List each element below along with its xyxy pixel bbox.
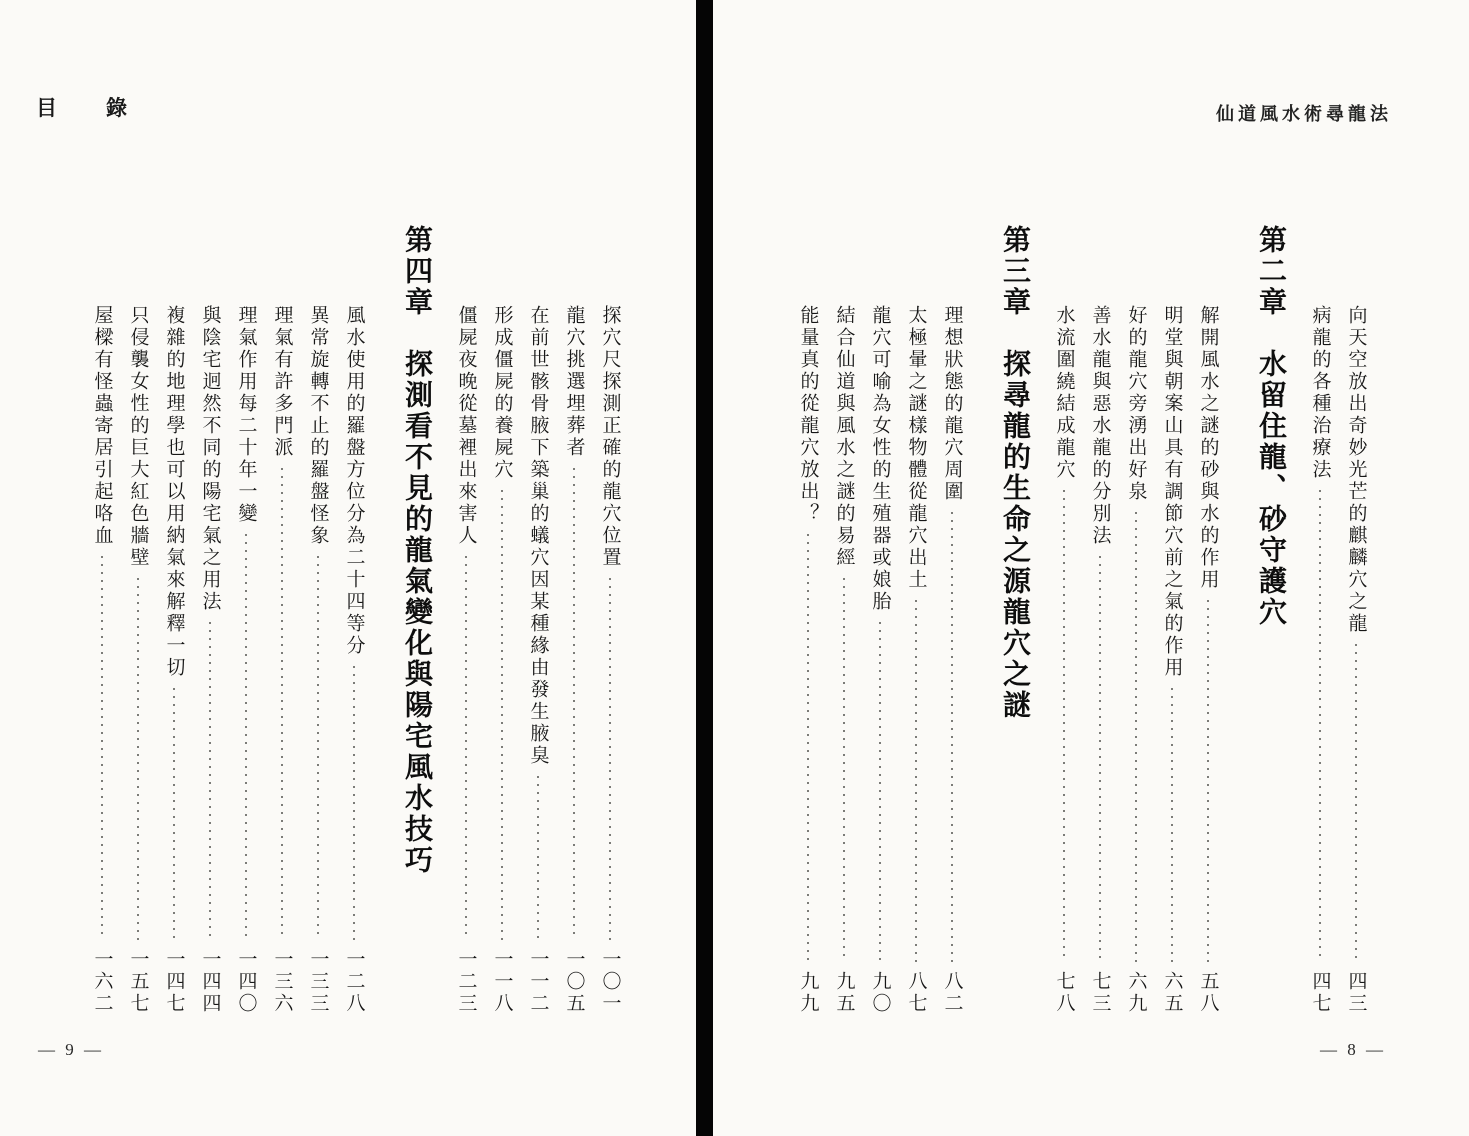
entry-page-number: 四七 — [1309, 971, 1331, 1015]
chapter-heading — [1244, 225, 1284, 1015]
dotted-leader — [1355, 644, 1357, 962]
dotted-leader — [951, 512, 953, 962]
dotted-leader — [465, 556, 467, 940]
entry-title: 能量真的從龍穴放出？ — [797, 305, 819, 525]
toc-entry — [1124, 225, 1148, 1015]
toc-entry — [904, 225, 928, 1015]
dotted-leader — [1099, 556, 1101, 962]
dotted-leader — [353, 666, 355, 940]
toc-entry — [1196, 225, 1220, 1015]
entry-page-number: 六五 — [1161, 971, 1183, 1015]
entry-title: 形成僵屍的養屍穴 — [491, 305, 513, 481]
entry-page-number: 一三三 — [307, 949, 329, 1015]
toc-entry — [832, 225, 856, 1015]
entry-page-number: 九五 — [833, 971, 855, 1015]
entry-page-number: 五八 — [1197, 971, 1219, 1015]
dotted-leader — [173, 688, 175, 940]
entry-page-number: 一〇五 — [563, 949, 585, 1015]
entry-title: 病龍的各種治療法 — [1309, 305, 1331, 481]
entry-title: 風水使用的羅盤方位分為二十四等分 — [343, 305, 365, 657]
entry-title: 在前世骸骨腋下築巢的蟻穴因某種緣由發生腋臭 — [527, 305, 549, 767]
entry-page-number: 七三 — [1089, 971, 1111, 1015]
entry-title: 複雜的地理學也可以用納氣來解釋一切 — [163, 305, 185, 679]
toc-header: 目 錄 — [36, 96, 141, 120]
entry-title: 與陰宅迥然不同的陽宅氣之用法 — [199, 305, 221, 613]
entry-page-number: 八七 — [905, 971, 927, 1015]
entry-page-number: 一二三 — [455, 949, 477, 1015]
chapter-heading-text: 第二章 水留住龍、砂守護穴 — [1255, 225, 1286, 628]
dotted-leader — [501, 490, 503, 940]
dotted-leader — [281, 468, 283, 940]
toc-entry — [90, 225, 114, 1015]
dotted-leader — [1135, 512, 1137, 962]
chapter-heading — [390, 225, 430, 1015]
dotted-leader — [609, 578, 611, 940]
entry-page-number: 七八 — [1053, 971, 1075, 1015]
chapter-heading-text: 第三章 探尋龍的生命之源龍穴之謎 — [999, 225, 1030, 721]
chapter-heading-text: 第四章 探測看不見的龍氣變化與陽宅風水技巧 — [401, 225, 432, 876]
entry-page-number: 四三 — [1345, 971, 1367, 1015]
entry-page-number: 一五七 — [127, 949, 149, 1015]
toc-entry — [1308, 225, 1332, 1015]
dotted-leader — [317, 556, 319, 940]
entry-page-number: 一〇一 — [599, 949, 621, 1015]
entry-title: 龍穴挑選埋葬者 — [563, 305, 585, 459]
dotted-leader — [1207, 600, 1209, 962]
entry-title: 好的龍穴旁湧出好泉 — [1125, 305, 1147, 503]
dotted-leader — [137, 578, 139, 940]
dotted-leader — [879, 622, 881, 962]
entry-page-number: 一四四 — [199, 949, 221, 1015]
entry-page-number: 一三六 — [271, 949, 293, 1015]
dotted-leader — [1171, 688, 1173, 962]
toc-entry — [1344, 225, 1368, 1015]
toc-entry — [270, 225, 294, 1015]
entry-page-number: 一一二 — [527, 949, 549, 1015]
toc-entry — [454, 225, 478, 1015]
toc-entry — [1052, 225, 1076, 1015]
entry-page-number: 一一八 — [491, 949, 513, 1015]
entry-page-number: 一二八 — [343, 949, 365, 1015]
toc-entry — [490, 225, 514, 1015]
toc-entry — [1160, 225, 1184, 1015]
dotted-leader — [843, 578, 845, 962]
toc-entry — [126, 225, 150, 1015]
toc-entry — [796, 225, 820, 1015]
dotted-leader — [1063, 490, 1065, 962]
chapter-heading — [988, 225, 1028, 1015]
entry-title: 理氣作用每二十年一變 — [235, 305, 257, 525]
dotted-leader — [1319, 490, 1321, 962]
page-divider — [696, 0, 713, 1136]
entry-page-number: 六九 — [1125, 971, 1147, 1015]
toc-entry — [342, 225, 366, 1015]
dotted-leader — [573, 468, 575, 940]
dotted-leader — [245, 534, 247, 940]
toc-entry — [526, 225, 550, 1015]
dotted-leader — [915, 600, 917, 962]
toc-entry — [868, 225, 892, 1015]
entry-title: 理想狀態的龍穴周圍 — [941, 305, 963, 503]
entry-page-number: 一四〇 — [235, 949, 257, 1015]
dotted-leader — [537, 776, 539, 940]
entry-title: 水流圍繞結成龍穴 — [1053, 305, 1075, 481]
dotted-leader — [101, 556, 103, 940]
toc-entry — [198, 225, 222, 1015]
toc-entry — [234, 225, 258, 1015]
entry-title: 異常旋轉不止的羅盤怪象 — [307, 305, 329, 547]
entry-title: 探穴尺探測正確的龍穴位置 — [599, 305, 621, 569]
dotted-leader — [807, 534, 809, 962]
entry-title: 龍穴可喻為女性的生殖器或娘胎 — [869, 305, 891, 613]
entry-title: 向天空放出奇妙光芒的麒麟穴之龍 — [1345, 305, 1367, 635]
footer-page-number-left: — 9 — — [38, 1040, 104, 1059]
entry-title: 解開風水之謎的砂與水的作用 — [1197, 305, 1219, 591]
toc-entry — [940, 225, 964, 1015]
footer-page-number-right: — 8 — — [1320, 1040, 1386, 1059]
entry-title: 太極暈之謎樣物體從龍穴出土 — [905, 305, 927, 591]
dotted-leader — [209, 622, 211, 940]
book-title-header: 仙道風水術尋龍法 — [1216, 104, 1392, 124]
entry-title: 理氣有許多門派 — [271, 305, 293, 459]
toc-entry — [598, 225, 622, 1015]
entry-page-number: 九九 — [797, 971, 819, 1015]
entry-title: 善水龍與惡水龍的分別法 — [1089, 305, 1111, 547]
toc-left-page — [66, 225, 622, 1015]
toc-right-page — [788, 225, 1368, 1015]
entry-title: 僵屍夜晚從墓裡出來害人 — [455, 305, 477, 547]
toc-entry — [1088, 225, 1112, 1015]
entry-page-number: 一六二 — [91, 949, 113, 1015]
entry-title: 明堂與朝案山具有調節穴前之氣的作用 — [1161, 305, 1183, 679]
toc-entry — [162, 225, 186, 1015]
entry-page-number: 一四七 — [163, 949, 185, 1015]
entry-page-number: 八二 — [941, 971, 963, 1015]
entry-title: 只侵襲女性的巨大紅色牆壁 — [127, 305, 149, 569]
entry-page-number: 九〇 — [869, 971, 891, 1015]
entry-title: 屋樑有怪蟲寄居引起咯血 — [91, 305, 113, 547]
entry-title: 結合仙道與風水之謎的易經 — [833, 305, 855, 569]
toc-entry — [306, 225, 330, 1015]
toc-entry — [562, 225, 586, 1015]
